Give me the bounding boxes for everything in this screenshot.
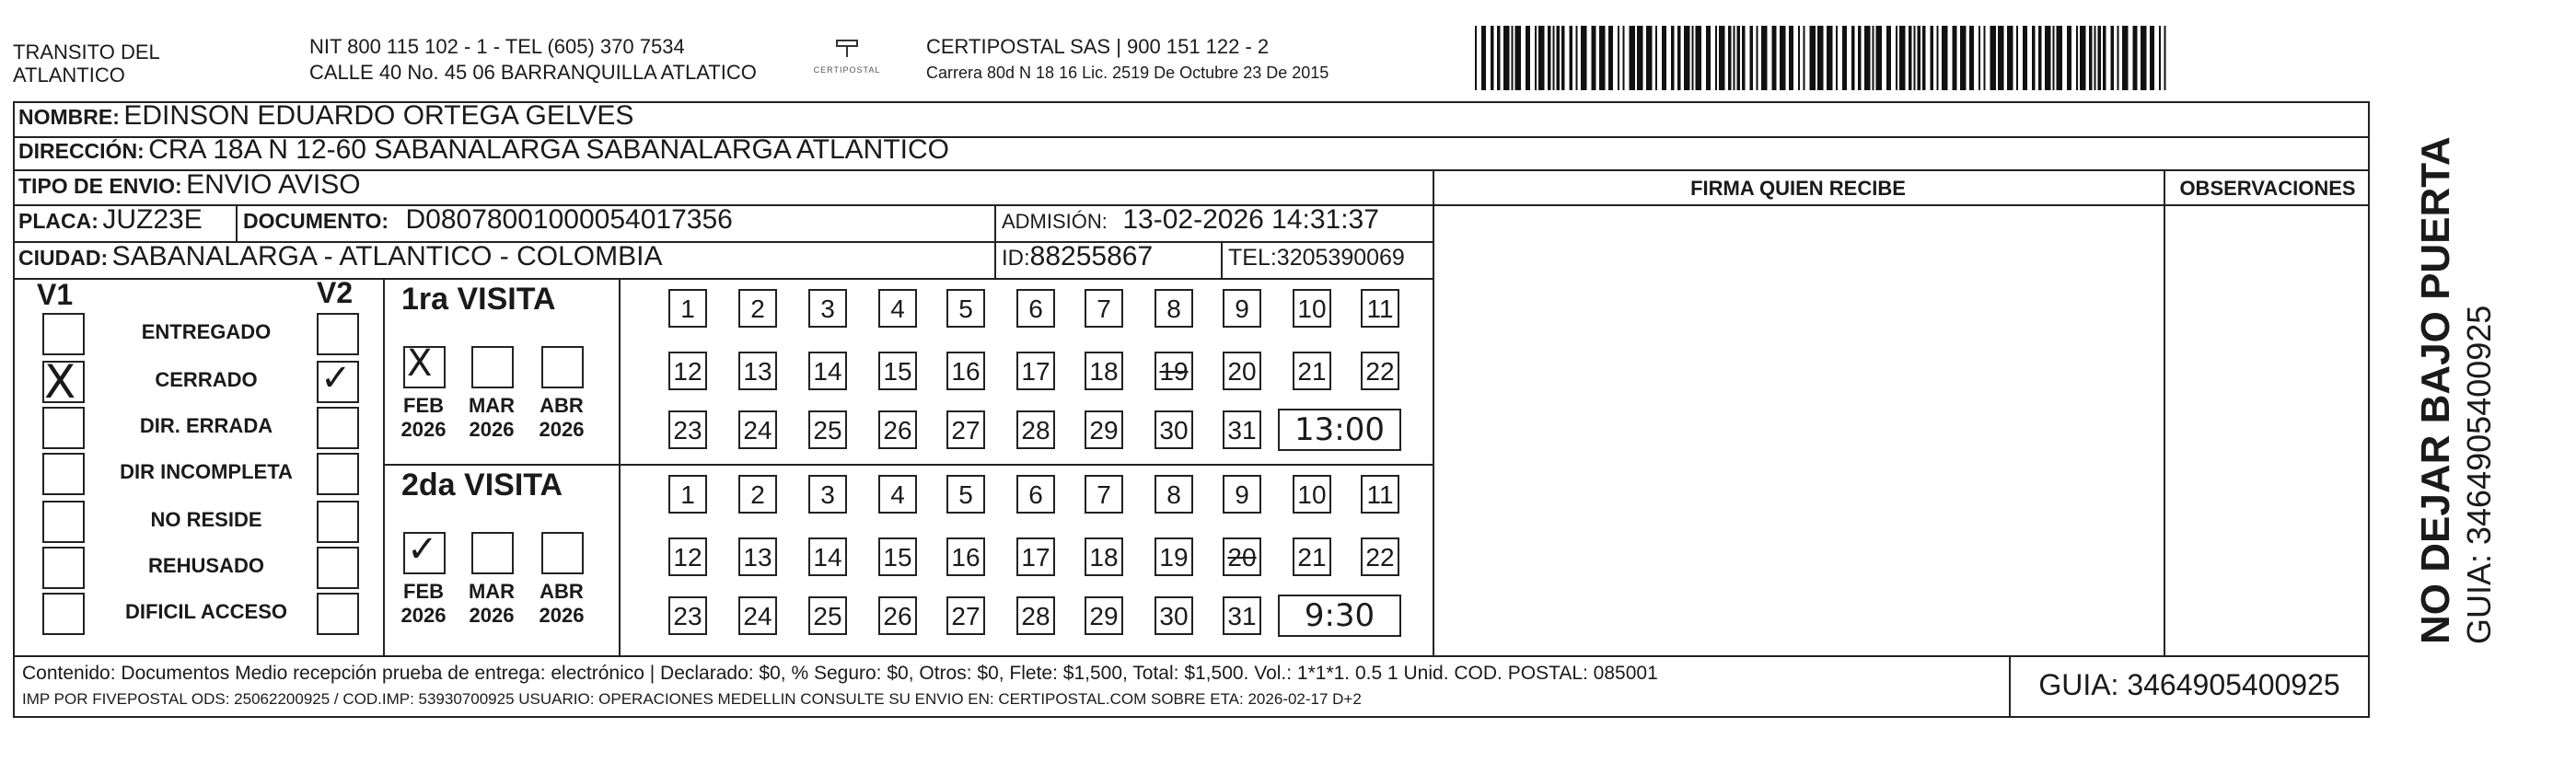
barcode-bar — [1646, 26, 1653, 90]
certipostal-logo-icon — [833, 37, 861, 61]
barcode-bar — [1655, 26, 1657, 90]
barcode-bar — [1618, 26, 1619, 90]
v2-checkbox[interactable] — [317, 501, 359, 543]
day-box[interactable]: 3 — [808, 289, 847, 328]
month-checkbox-mar[interactable] — [471, 346, 514, 388]
v2-mark: ✓ — [320, 357, 352, 399]
day-box[interactable]: 23 — [668, 410, 707, 449]
barcode-bar — [1512, 26, 1514, 90]
barcode-bar — [1503, 26, 1510, 90]
barcode-bar — [2111, 26, 2115, 90]
v1-checkbox[interactable] — [42, 313, 85, 355]
v1-mark: X — [44, 355, 76, 409]
barcode-bar — [1630, 26, 1636, 90]
barcode-bar — [1886, 26, 1891, 90]
day-box[interactable]: 15 — [878, 537, 917, 576]
day-box[interactable]: 16 — [946, 537, 985, 576]
barcode-bar — [1931, 26, 1934, 90]
day-box[interactable]: 19 — [1155, 352, 1193, 390]
ciudad-row — [18, 241, 662, 272]
visit-title: 2da VISITA — [401, 468, 563, 503]
barcode-bar — [1798, 26, 1800, 90]
day-box[interactable]: 1 — [668, 289, 707, 328]
barcode-bar — [2076, 26, 2078, 90]
barcode-bar — [2057, 26, 2063, 90]
month-label: MAR — [468, 394, 516, 417]
barcode-bar — [1804, 26, 1805, 90]
barcode-bar — [1953, 26, 1957, 90]
nombre-value: EDINSON EDUARDO ORTEGA GELVES — [123, 100, 634, 131]
barcode-bar — [1899, 26, 1906, 90]
id-label: ID: — [1002, 246, 1030, 271]
barcode-bar — [1742, 26, 1746, 90]
company-name-line1: TRANSITO DEL — [13, 40, 160, 64]
year-label: 2026 — [539, 418, 585, 441]
barcode-bar — [1481, 26, 1486, 90]
barcode-bar — [1491, 26, 1494, 90]
barcode-bar — [2133, 26, 2138, 90]
status-option-label: DIFICIL ACCESO — [124, 600, 287, 623]
barcode-bar — [1623, 26, 1625, 90]
barcode-bar — [2016, 26, 2018, 90]
ciudad-value: SABANALARGA - ATLANTICO - COLOMBIA — [111, 241, 663, 271]
v1-header: V1 — [37, 278, 74, 311]
v1-checkbox[interactable] — [42, 547, 85, 589]
month-label: MAR — [468, 580, 516, 603]
barcode-bar — [1876, 26, 1883, 90]
barcode-bar — [2141, 26, 2147, 90]
observaciones-header: OBSERVACIONES — [2179, 177, 2356, 200]
barcode-bar — [2159, 26, 2161, 90]
day-box[interactable]: 26 — [878, 596, 917, 635]
courier-line: CERTIPOSTAL SAS | 900 151 122 - 2 — [926, 35, 1270, 58]
barcode-bar — [1719, 26, 1725, 90]
company-name-line2: ATLANTICO — [13, 64, 125, 87]
barcode-bar — [1535, 26, 1537, 90]
barcode-bar — [2045, 26, 2051, 90]
barcode-bar — [1581, 26, 1587, 90]
barcode-bar — [1780, 26, 1786, 90]
admision-value: 13-02-2026 14:31:37 — [1122, 204, 1379, 235]
year-label: 2026 — [400, 418, 447, 441]
direccion-label: DIRECCIÓN: — [18, 139, 145, 163]
barcode-bar — [1557, 26, 1561, 90]
barcode-bar — [1750, 26, 1754, 90]
barcode-bar — [1909, 26, 1912, 90]
status-option-label: NO RESIDE — [150, 508, 262, 531]
documento-label: DOCUMENTO: — [243, 209, 389, 233]
barcode-bar — [1570, 26, 1573, 90]
barcode-bar — [1696, 26, 1702, 90]
day-box[interactable]: 5 — [946, 475, 985, 514]
barcode-bar — [1914, 26, 1916, 90]
day-box[interactable]: 1 — [668, 475, 707, 514]
v2-checkbox[interactable] — [317, 547, 359, 589]
day-box[interactable]: 21 — [1293, 352, 1331, 390]
day-box[interactable]: 20 — [1223, 352, 1261, 390]
barcode-bar — [1671, 26, 1675, 90]
day-box[interactable]: 4 — [878, 289, 917, 328]
day-box[interactable]: 22 — [1361, 352, 1399, 390]
placa-row — [18, 204, 203, 236]
barcode-bar — [1836, 26, 1838, 90]
month-checkbox-mar[interactable] — [471, 532, 514, 574]
barcode-bar — [1851, 26, 1855, 90]
day-box[interactable]: 13 — [738, 352, 777, 390]
placa-label: PLACA: — [18, 209, 99, 233]
logo-text: CERTIPOSTAL — [813, 65, 881, 75]
direccion-value: CRA 18A N 12-60 SABANALARGA SABANALARGA ATLANTICO — [148, 134, 949, 165]
v1-checkbox[interactable] — [42, 501, 85, 543]
year-label: 2026 — [469, 418, 515, 441]
status-option-label: ENTREGADO — [141, 320, 272, 343]
signature-area[interactable] — [1436, 208, 2160, 653]
time-box[interactable]: 13:00 — [1278, 409, 1401, 451]
day-box[interactable]: 24 — [738, 596, 777, 635]
certipostal-logo — [801, 37, 893, 75]
v2-checkbox[interactable] — [317, 407, 359, 449]
side-guia: GUIA: 3464905400925 — [2460, 305, 2498, 644]
id-row — [1002, 241, 1153, 272]
barcode-bar — [1737, 26, 1741, 90]
month-label: ABR — [540, 580, 584, 603]
year-label: 2026 — [539, 604, 585, 627]
courier-info — [926, 35, 1329, 83]
barcode-bar — [1998, 26, 2004, 90]
v2-header: V2 — [317, 276, 354, 309]
barcode-bar — [2023, 26, 2027, 90]
month-label: FEB — [403, 394, 444, 417]
documento-value: D08078001000054017356 — [405, 204, 733, 235]
day-box[interactable]: 2 — [738, 475, 777, 514]
day-box[interactable]: 8 — [1155, 289, 1193, 328]
month-mark: X — [407, 342, 433, 385]
barcode-bar — [2164, 26, 2166, 90]
barcode-bar — [1990, 26, 1997, 90]
v2-checkbox[interactable] — [317, 453, 359, 495]
barcode-bar — [1761, 26, 1768, 90]
day-box[interactable]: 6 — [1016, 475, 1055, 514]
day-box[interactable]: 30 — [1155, 596, 1193, 635]
barcode-bar — [1817, 26, 1824, 90]
barcode-bar — [1637, 26, 1643, 90]
barcode — [1473, 26, 2173, 92]
status-option-label: CERRADO — [155, 368, 258, 391]
time-box[interactable]: 9:30 — [1278, 595, 1401, 637]
barcode-bar — [1497, 26, 1501, 90]
barcode-bar — [1538, 26, 1545, 90]
barcode-bar — [1864, 26, 1871, 90]
visit-title: 1ra VISITA — [401, 282, 556, 317]
ciudad-label: CIUDAD: — [18, 246, 109, 270]
admision-row — [1002, 204, 1379, 236]
barcode-bar — [1576, 26, 1578, 90]
day-box[interactable]: 18 — [1085, 537, 1123, 576]
day-box[interactable]: 28 — [1016, 596, 1055, 635]
month-label: FEB — [403, 580, 444, 603]
v2-checkbox[interactable] — [317, 593, 359, 635]
status-option-label: DIR INCOMPLETA — [120, 460, 293, 483]
nit-line: NIT 800 115 102 - 1 - TEL (605) 370 7534 — [309, 35, 685, 58]
barcode-bar — [1810, 26, 1816, 90]
day-box[interactable]: 26 — [878, 410, 917, 449]
day-box[interactable]: 2 — [738, 289, 777, 328]
firma-header: FIRMA QUIEN RECIBE — [1690, 177, 1906, 200]
barcode-bar — [1526, 26, 1530, 90]
barcode-bar — [1858, 26, 1862, 90]
tipo-label: TIPO DE ENVIO: — [18, 174, 182, 198]
v1-checkbox[interactable] — [42, 593, 85, 635]
year-label: 2026 — [400, 604, 447, 627]
tipo-value: ENVIO AVISO — [186, 169, 361, 200]
barcode-bar — [1873, 26, 1874, 90]
barcode-bar — [2038, 26, 2042, 90]
day-box[interactable]: 10 — [1293, 289, 1331, 328]
barcode-bar — [2080, 26, 2086, 90]
day-box[interactable]: 27 — [946, 410, 985, 449]
barcode-bar — [1842, 26, 1847, 90]
day-box[interactable]: 31 — [1223, 410, 1261, 449]
day-box[interactable]: 23 — [668, 596, 707, 635]
barcode-bar — [1592, 26, 1596, 90]
barcode-bar — [1772, 26, 1777, 90]
barcode-bar — [1677, 26, 1681, 90]
barcode-bar — [1757, 26, 1758, 90]
day-box[interactable]: 3 — [808, 475, 847, 514]
address-line: CALLE 40 No. 45 06 BARRANQUILLA ATLATICO — [309, 61, 757, 84]
day-box[interactable]: 4 — [878, 475, 917, 514]
day-box[interactable]: 11 — [1361, 289, 1399, 328]
barcode-bar — [2032, 26, 2036, 90]
nombre-label: NOMBRE: — [18, 105, 120, 129]
day-box[interactable]: 13 — [738, 537, 777, 576]
nombre-row — [18, 100, 633, 132]
barcode-bar — [2150, 26, 2154, 90]
barcode-bar — [1715, 26, 1717, 90]
barcode-bar — [1942, 26, 1948, 90]
barcode-bar — [2007, 26, 2013, 90]
day-box[interactable]: 18 — [1085, 352, 1123, 390]
month-mark: ✓ — [407, 528, 438, 571]
courier-address: Carrera 80d N 18 16 Lic. 2519 De Octubre 23 De 2015 — [926, 64, 1329, 82]
barcode-bar — [1960, 26, 1967, 90]
day-box[interactable]: 12 — [668, 537, 707, 576]
status-option-label: DIR. ERRADA — [139, 414, 273, 437]
day-box[interactable]: 17 — [1016, 537, 1055, 576]
side-text — [2412, 136, 2499, 644]
month-checkbox-abr[interactable] — [541, 532, 584, 574]
day-box[interactable]: 8 — [1155, 475, 1193, 514]
direccion-row — [18, 134, 949, 166]
day-box[interactable]: 25 — [808, 596, 847, 635]
day-box[interactable]: 25 — [808, 410, 847, 449]
day-box[interactable]: 29 — [1085, 410, 1123, 449]
id-value: 88255867 — [1029, 241, 1154, 271]
barcode-bar — [1553, 26, 1555, 90]
v2-checkbox[interactable] — [317, 313, 359, 355]
day-box[interactable]: 14 — [808, 352, 847, 390]
barcode-bar — [2098, 26, 2102, 90]
side-warning: NO DEJAR BAJO PUERTA — [2413, 136, 2458, 644]
barcode-bar — [2122, 26, 2129, 90]
tel-row — [1228, 245, 1405, 271]
barcode-bar — [1692, 26, 1694, 90]
day-box[interactable]: 29 — [1085, 596, 1123, 635]
barcode-bar — [1922, 26, 1926, 90]
barcode-bar — [1684, 26, 1690, 90]
barcode-bar — [1918, 26, 1921, 90]
barcode-bar — [1515, 26, 1522, 90]
barcode-bar — [1827, 26, 1833, 90]
month-checkbox-abr[interactable] — [541, 346, 584, 388]
observations-area[interactable] — [2167, 208, 2368, 653]
barcode-bar — [1706, 26, 1711, 90]
barcode-bar — [2089, 26, 2093, 90]
barcode-bar — [1475, 26, 1477, 90]
day-box[interactable]: 12 — [668, 352, 707, 390]
barcode-bar — [1984, 26, 1986, 90]
day-box[interactable]: 17 — [1016, 352, 1055, 390]
day-box[interactable]: 11 — [1361, 475, 1399, 514]
barcode-bar — [1608, 26, 1613, 90]
barcode-bar — [2118, 26, 2119, 90]
status-option-label: REHUSADO — [148, 554, 264, 577]
barcode-bar — [1896, 26, 1897, 90]
month-label: ABR — [540, 394, 584, 417]
barcode-bar — [1728, 26, 1732, 90]
day-box[interactable]: 5 — [946, 289, 985, 328]
day-box[interactable]: 27 — [946, 596, 985, 635]
barcode-bar — [2053, 26, 2055, 90]
admision-label: ADMISIÓN: — [1002, 210, 1108, 233]
barcode-bar — [1599, 26, 1606, 90]
imp-line: IMP POR FIVEPOSTAL ODS: 25062200925 / COD.IMP: 53930700925 USUARIO: OPERACIONES MEDELLIN CONSULTE SU ENVIO EN: CERTIPOSTAL.COM SOBRE ETA: 2026-02-17 D+2 — [22, 690, 1362, 708]
day-box[interactable]: 7 — [1085, 289, 1123, 328]
day-box[interactable]: 30 — [1155, 410, 1193, 449]
day-box[interactable]: 31 — [1223, 596, 1261, 635]
day-box[interactable]: 20 — [1223, 537, 1261, 576]
day-box[interactable]: 28 — [1016, 410, 1055, 449]
tipo-row — [18, 169, 361, 201]
barcode-bar — [1937, 26, 1939, 90]
day-box[interactable]: 14 — [808, 537, 847, 576]
company-contact — [309, 35, 757, 84]
barcode-bar — [1734, 26, 1735, 90]
placa-value: JUZ23E — [102, 204, 203, 235]
barcode-bar — [1548, 26, 1551, 90]
day-box[interactable]: 9 — [1223, 475, 1261, 514]
footer-guia: GUIA: 3464905400925 — [2038, 668, 2340, 701]
barcode-bar — [2103, 26, 2106, 90]
barcode-bar — [1978, 26, 1980, 90]
day-box[interactable]: 15 — [878, 352, 917, 390]
day-box[interactable]: 6 — [1016, 289, 1055, 328]
day-box[interactable]: 9 — [1223, 289, 1261, 328]
day-box[interactable]: 22 — [1361, 537, 1399, 576]
v1-checkbox[interactable] — [42, 407, 85, 449]
barcode-bar — [1969, 26, 1974, 90]
tel-label: TEL: — [1228, 245, 1277, 271]
day-box[interactable]: 21 — [1293, 537, 1331, 576]
tel-value: 3205390069 — [1276, 245, 1405, 271]
day-box[interactable]: 19 — [1155, 537, 1193, 576]
barcode-bar — [1662, 26, 1666, 90]
v1-checkbox[interactable] — [42, 453, 85, 495]
day-box[interactable]: 7 — [1085, 475, 1123, 514]
contenido-line: Contenido: Documentos Medio recepción prueba de entrega: electrónico | Declarado: $0, % Seguro: $0, Otros: $0, Flete: $1,500, Total: $1,500. Vol.: 1*1*1. 0.5 1 Unid. COD. POSTAL: 085001 — [22, 663, 1658, 684]
day-box[interactable]: 16 — [946, 352, 985, 390]
barcode-bar — [1789, 26, 1793, 90]
barcode-bar — [2067, 26, 2071, 90]
documento-row — [243, 204, 733, 236]
company-name — [13, 40, 160, 87]
barcode-bar — [1561, 26, 1565, 90]
day-box[interactable]: 24 — [738, 410, 777, 449]
barcode-bar — [2094, 26, 2096, 90]
year-label: 2026 — [469, 604, 515, 627]
day-box[interactable]: 10 — [1293, 475, 1331, 514]
